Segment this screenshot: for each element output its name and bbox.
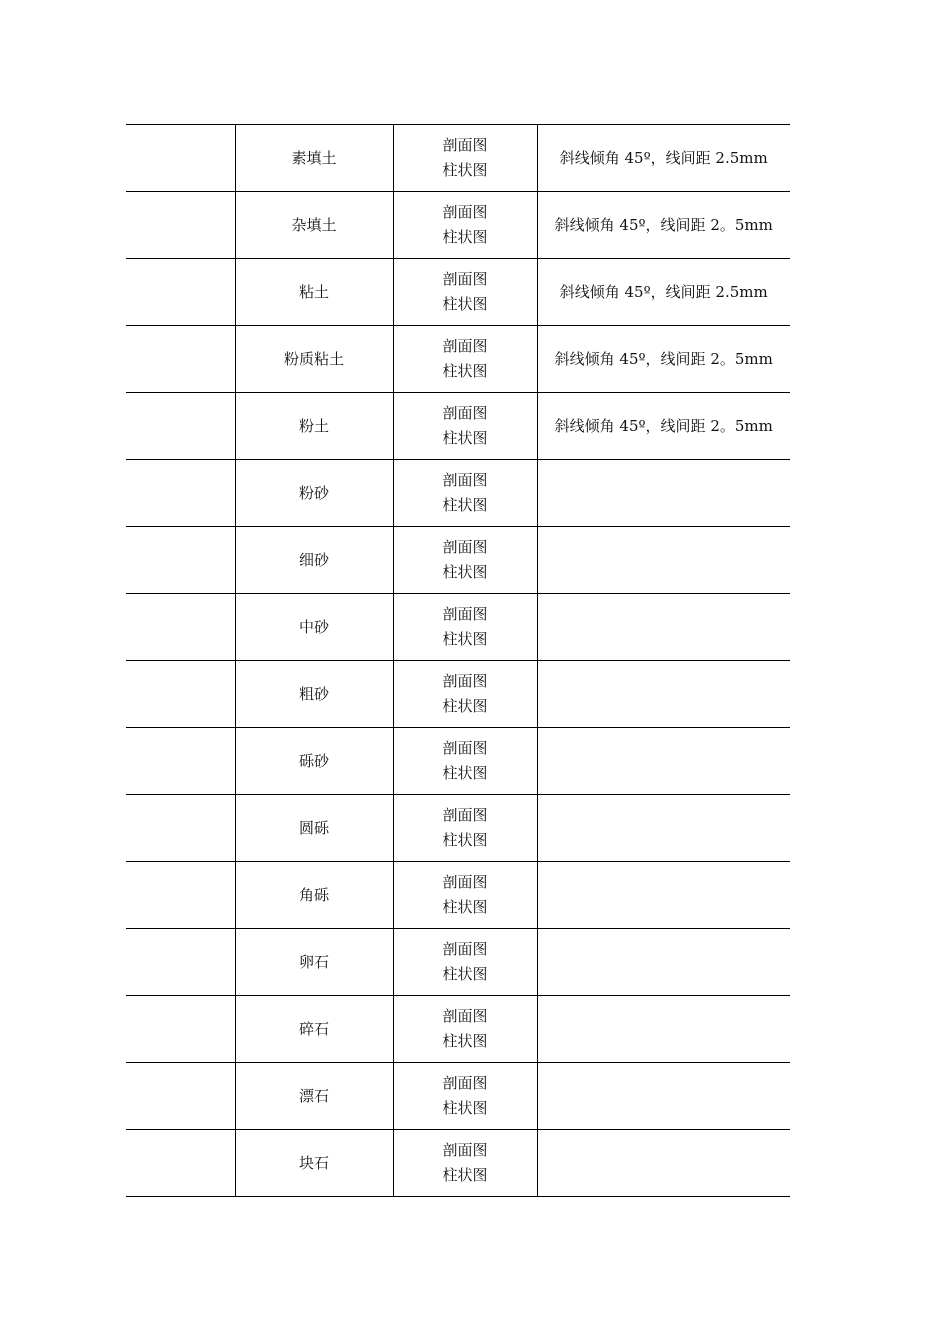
usage-column-label: 柱状图 — [442, 965, 488, 983]
soil-name-cell: 砾砂 — [235, 728, 393, 795]
soil-name-cell: 圆砾 — [235, 795, 393, 862]
usage-column-label: 柱状图 — [442, 228, 488, 246]
symbol-cell — [126, 326, 235, 393]
usage-cell — [393, 862, 537, 929]
note-cell — [537, 460, 790, 527]
usage-cell — [393, 661, 537, 728]
usage-column-label: 柱状图 — [442, 898, 488, 916]
usage-section-label: 剖面图 — [442, 806, 488, 824]
soil-name-cell: 卵石 — [235, 929, 393, 996]
usage-column-label: 柱状图 — [442, 697, 488, 715]
usage-section-label: 剖面图 — [442, 672, 488, 690]
usage-cell — [393, 594, 537, 661]
usage-cell — [393, 393, 537, 460]
table-row — [126, 192, 790, 259]
symbol-cell — [126, 996, 235, 1063]
soil-name-cell: 素填土 — [235, 125, 393, 192]
usage-cell — [393, 996, 537, 1063]
soil-legend-table — [126, 124, 790, 1197]
note-cell: 斜线倾角 45º，线间距 2.5mm — [537, 125, 790, 192]
note-cell — [537, 527, 790, 594]
usage-cell — [393, 259, 537, 326]
note-cell: 斜线倾角 45º，线间距 2.5mm — [537, 259, 790, 326]
usage-column-label: 柱状图 — [442, 630, 488, 648]
table-row — [126, 1063, 790, 1130]
note-cell — [537, 929, 790, 996]
note-cell — [537, 661, 790, 728]
soil-name-cell: 粗砂 — [235, 661, 393, 728]
usage-column-label: 柱状图 — [442, 429, 488, 447]
usage-cell — [393, 795, 537, 862]
usage-section-label: 剖面图 — [442, 873, 488, 891]
usage-column-label: 柱状图 — [442, 831, 488, 849]
usage-section-label: 剖面图 — [442, 203, 488, 221]
soil-name-cell: 粉砂 — [235, 460, 393, 527]
table-row — [126, 393, 790, 460]
usage-section-label: 剖面图 — [442, 337, 488, 355]
usage-column-label: 柱状图 — [442, 362, 488, 380]
note-cell: 斜线倾角 45º，线间距 2。5mm — [537, 326, 790, 393]
table-row — [126, 594, 790, 661]
symbol-cell — [126, 862, 235, 929]
note-cell — [537, 862, 790, 929]
usage-section-label: 剖面图 — [442, 270, 488, 288]
symbol-cell — [126, 1130, 235, 1197]
soil-name-cell: 粘土 — [235, 259, 393, 326]
usage-column-label: 柱状图 — [442, 563, 488, 581]
table-row — [126, 1130, 790, 1197]
soil-name-cell: 粉质粘土 — [235, 326, 393, 393]
soil-name-cell: 粉土 — [235, 393, 393, 460]
symbol-cell — [126, 393, 235, 460]
symbol-cell — [126, 594, 235, 661]
usage-section-label: 剖面图 — [442, 739, 488, 757]
soil-name-cell: 中砂 — [235, 594, 393, 661]
note-cell: 斜线倾角 45º，线间距 2。5mm — [537, 192, 790, 259]
usage-section-label: 剖面图 — [442, 136, 488, 154]
symbol-cell — [126, 661, 235, 728]
usage-cell — [393, 929, 537, 996]
symbol-cell — [126, 1063, 235, 1130]
symbol-cell — [126, 192, 235, 259]
usage-section-label: 剖面图 — [442, 1074, 488, 1092]
usage-column-label: 柱状图 — [442, 496, 488, 514]
soil-name-cell: 漂石 — [235, 1063, 393, 1130]
usage-column-label: 柱状图 — [442, 1099, 488, 1117]
usage-section-label: 剖面图 — [442, 471, 488, 489]
table-row — [126, 929, 790, 996]
note-cell — [537, 795, 790, 862]
table-row — [126, 728, 790, 795]
soil-name-cell: 杂填土 — [235, 192, 393, 259]
symbol-cell — [126, 259, 235, 326]
table-row — [126, 527, 790, 594]
usage-column-label: 柱状图 — [442, 1166, 488, 1184]
usage-column-label: 柱状图 — [442, 1032, 488, 1050]
soil-name-cell: 块石 — [235, 1130, 393, 1197]
symbol-cell — [126, 728, 235, 795]
soil-legend-body — [126, 125, 790, 1197]
usage-section-label: 剖面图 — [442, 538, 488, 556]
usage-cell — [393, 527, 537, 594]
table-row — [126, 259, 790, 326]
symbol-cell — [126, 527, 235, 594]
usage-section-label: 剖面图 — [442, 1007, 488, 1025]
table-row — [126, 326, 790, 393]
usage-section-label: 剖面图 — [442, 940, 488, 958]
table-row — [126, 460, 790, 527]
usage-section-label: 剖面图 — [442, 404, 488, 422]
note-cell — [537, 1063, 790, 1130]
symbol-cell — [126, 929, 235, 996]
note-cell — [537, 1130, 790, 1197]
symbol-cell — [126, 125, 235, 192]
usage-column-label: 柱状图 — [442, 295, 488, 313]
usage-column-label: 柱状图 — [442, 161, 488, 179]
note-cell — [537, 594, 790, 661]
symbol-cell — [126, 795, 235, 862]
usage-cell — [393, 192, 537, 259]
table-row — [126, 661, 790, 728]
usage-cell — [393, 1130, 537, 1197]
usage-cell — [393, 460, 537, 527]
usage-cell — [393, 326, 537, 393]
table-row — [126, 996, 790, 1063]
note-cell — [537, 728, 790, 795]
soil-name-cell: 角砾 — [235, 862, 393, 929]
usage-section-label: 剖面图 — [442, 1141, 488, 1159]
note-cell — [537, 996, 790, 1063]
usage-section-label: 剖面图 — [442, 605, 488, 623]
usage-column-label: 柱状图 — [442, 764, 488, 782]
usage-cell — [393, 1063, 537, 1130]
usage-cell — [393, 125, 537, 192]
usage-cell — [393, 728, 537, 795]
note-cell: 斜线倾角 45º，线间距 2。5mm — [537, 393, 790, 460]
table-row — [126, 795, 790, 862]
table-row — [126, 862, 790, 929]
soil-name-cell: 细砂 — [235, 527, 393, 594]
symbol-cell — [126, 460, 235, 527]
soil-name-cell: 碎石 — [235, 996, 393, 1063]
table-row — [126, 125, 790, 192]
